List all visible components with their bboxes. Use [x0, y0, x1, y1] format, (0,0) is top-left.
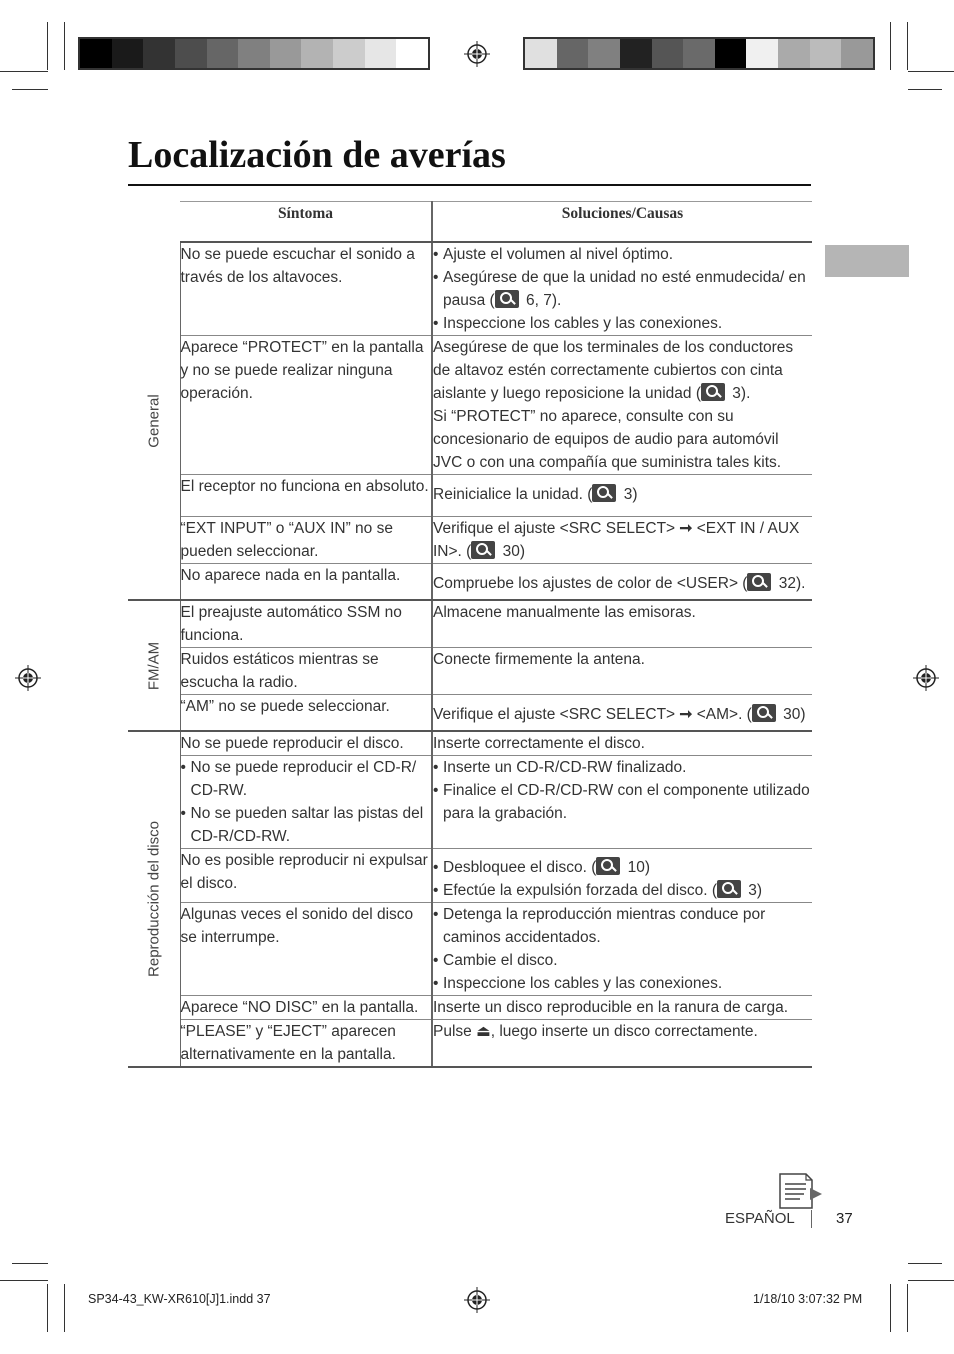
- registration-mark-icon: [15, 665, 41, 691]
- category-label: General: [145, 393, 163, 448]
- registration-mark-icon: [913, 665, 939, 691]
- magnifier-reference-icon: [701, 383, 725, 401]
- symptom-cell: Ruidos estáticos mientras se escucha la radio.: [180, 648, 432, 695]
- note-page-icon: [776, 1172, 824, 1210]
- category-label: FM/AM: [145, 641, 163, 690]
- symptom-cell: El receptor no funciona en absoluto.: [180, 475, 432, 517]
- solution-cell: [432, 756, 812, 849]
- page-title: Localización de averías: [128, 134, 506, 176]
- slug-date: 1/18/10 3:07:32 PM: [753, 1292, 863, 1306]
- list-item: • Inspeccione los cables y las conexiones.: [433, 972, 812, 995]
- symptom-cell: Aparece “PROTECT” en la pantalla y no se puede realizar ninguna operación.: [180, 336, 432, 475]
- solution-cell: [432, 242, 812, 336]
- crop-mark: [890, 1284, 891, 1332]
- table-row: [128, 1020, 812, 1068]
- table-row: [128, 695, 812, 732]
- crop-mark: [64, 1284, 65, 1332]
- solution-cell: [432, 849, 812, 903]
- color-swatch: [80, 39, 112, 68]
- text: Verifique el ajuste <SRC SELECT>: [433, 520, 680, 537]
- color-swatch: [112, 39, 144, 68]
- table-row: [128, 903, 812, 996]
- color-swatch: [778, 39, 810, 68]
- color-bar-left: [78, 37, 430, 70]
- crop-mark: [908, 89, 942, 90]
- text: Pulse: [433, 1023, 477, 1040]
- table-row: [128, 475, 812, 517]
- color-swatch: [652, 39, 684, 68]
- crop-mark: [908, 1280, 954, 1281]
- text: <AM>. (: [692, 706, 752, 723]
- list-item: • Inserte un CD-R/CD-RW finalizado.: [433, 756, 812, 779]
- solution-cell: [432, 475, 812, 517]
- table-row: [128, 336, 812, 475]
- crop-mark: [47, 22, 48, 70]
- arrow-right-icon: ➞: [679, 706, 693, 723]
- slug-filename: SP34-43_KW-XR610[J]1.indd 37: [88, 1292, 271, 1306]
- crop-mark: [0, 71, 48, 72]
- symptom-cell: “AM” no se puede seleccionar.: [180, 695, 432, 732]
- crop-mark: [64, 22, 65, 70]
- header-symptom: Síntoma: [180, 202, 432, 243]
- registration-mark-icon: [464, 41, 490, 67]
- solution-cell: [432, 336, 812, 475]
- solution-cell: [432, 1020, 812, 1068]
- text: 10): [623, 859, 651, 876]
- troubleshooting-table: [128, 201, 812, 1068]
- language-label: ESPAÑOL: [725, 1210, 795, 1227]
- color-swatch: [715, 39, 747, 68]
- eject-icon: ⏏: [476, 1023, 491, 1040]
- list-item: • No se pueden saltar las pistas del CD-R/CD-RW.: [181, 802, 432, 848]
- text: <EXT IN / AUX IN>. (: [433, 520, 800, 560]
- solution-cell: [432, 695, 812, 732]
- registration-mark-icon: [464, 1287, 490, 1313]
- category-label: Reproducción del disco: [145, 821, 163, 977]
- color-swatch: [175, 39, 207, 68]
- list-item: • Detenga la reproducción mientras conduce por caminos accidentados.: [433, 903, 812, 949]
- list-item: [433, 856, 812, 879]
- color-swatch: [620, 39, 652, 68]
- color-swatch: [143, 39, 175, 68]
- symptom-cell: Aparece “NO DISC” en la pantalla.: [180, 996, 432, 1020]
- color-swatch: [588, 39, 620, 68]
- solution-cell: Almacene manualmente las emisoras.: [432, 600, 812, 648]
- solution-cell: Conecte firmemente la antena.: [432, 648, 812, 695]
- magnifier-reference-icon: [596, 857, 620, 875]
- color-swatch: [365, 39, 397, 68]
- symptom-cell: El preajuste automático SSM no funciona.: [180, 600, 432, 648]
- magnifier-reference-icon: [471, 541, 495, 559]
- symptom-cell: No aparece nada en la pantalla.: [180, 564, 432, 601]
- color-swatch: [810, 39, 842, 68]
- crop-mark: [12, 1263, 48, 1264]
- crop-mark: [908, 1263, 942, 1264]
- color-bar-right: [523, 37, 875, 70]
- header-spacer: [128, 202, 180, 243]
- symptom-cell: [180, 756, 432, 849]
- text: Asegúrese de que los terminales de los conductores de altavoz estén correctamente cubiertos con cinta aislante y luego reposicione la unidad (: [433, 339, 794, 402]
- text: 3): [744, 882, 763, 899]
- solution-cell: [432, 564, 812, 601]
- magnifier-reference-icon: [717, 880, 741, 898]
- text: Reinicialice la unidad. (: [433, 486, 593, 503]
- text: 32).: [774, 575, 806, 592]
- category-disc: [128, 731, 180, 1067]
- color-swatch: [396, 39, 428, 68]
- magnifier-reference-icon: [752, 704, 776, 722]
- footer-divider: [811, 1210, 812, 1228]
- symptom-cell: Algunas veces el sonido del disco se interrumpe.: [180, 903, 432, 996]
- symptom-cell: No se puede reproducir el disco.: [180, 731, 432, 756]
- color-swatch: [746, 39, 778, 68]
- magnifier-reference-icon: [747, 573, 771, 591]
- list-item: • Finalice el CD-R/CD-RW con el componente utilizado para la grabación.: [433, 779, 812, 825]
- text: Si “PROTECT” no aparece, consulte con su concesionario de equipos de audio para automóvil JVC o con una compañía que suministra tales kits.: [433, 408, 782, 471]
- table-row: [128, 242, 812, 336]
- list-item: [433, 266, 812, 312]
- crop-mark: [907, 22, 908, 70]
- list-item: • Ajuste el volumen al nivel óptimo.: [433, 243, 812, 266]
- text: 30): [498, 543, 526, 560]
- color-swatch: [207, 39, 239, 68]
- arrow-right-icon: ➞: [679, 520, 693, 537]
- solution-cell: Inserte un disco reproducible en la ranura de carga.: [432, 996, 812, 1020]
- table-row: [128, 731, 812, 756]
- table-row: [128, 517, 812, 564]
- text: 3).: [727, 385, 751, 402]
- text: 6, 7).: [521, 292, 562, 309]
- color-swatch: [525, 39, 557, 68]
- solution-cell: Inserte correctamente el disco.: [432, 731, 812, 756]
- color-swatch: [841, 39, 873, 68]
- symptom-cell: No se puede escuchar el sonido a través de los altavoces.: [180, 242, 432, 336]
- crop-mark: [47, 1284, 48, 1332]
- list-item: • Inspeccione los cables y las conexiones.: [433, 312, 812, 335]
- text: 3): [619, 486, 638, 503]
- text: 30): [778, 706, 806, 723]
- list-item: [433, 879, 812, 902]
- text: Verifique el ajuste <SRC SELECT>: [433, 706, 680, 723]
- crop-mark: [890, 22, 891, 70]
- text: Efectúe la expulsión forzada del disco. (: [443, 882, 717, 899]
- crop-mark: [908, 71, 954, 72]
- magnifier-reference-icon: [592, 484, 616, 502]
- color-swatch: [333, 39, 365, 68]
- text: Desbloquee el disco. (: [443, 859, 597, 876]
- crop-mark: [12, 89, 48, 90]
- color-swatch: [238, 39, 270, 68]
- language-tab: [825, 245, 909, 277]
- magnifier-reference-icon: [495, 290, 519, 308]
- symptom-cell: No es posible reproducir ni expulsar el disco.: [180, 849, 432, 903]
- crop-mark: [0, 1280, 48, 1281]
- list-item: • Cambie el disco.: [433, 949, 812, 972]
- solution-cell: [432, 517, 812, 564]
- title-rule: [128, 184, 811, 186]
- color-swatch: [270, 39, 302, 68]
- category-fmam: [128, 600, 180, 731]
- page-number: 37: [836, 1210, 853, 1227]
- symptom-cell: “EXT INPUT” o “AUX IN” no se pueden seleccionar.: [180, 517, 432, 564]
- table-row: [128, 648, 812, 695]
- category-general: [128, 242, 180, 600]
- crop-mark: [907, 1284, 908, 1332]
- solution-cell: [432, 903, 812, 996]
- color-swatch: [301, 39, 333, 68]
- table-row: [128, 996, 812, 1020]
- table-row: [128, 756, 812, 849]
- color-swatch: [683, 39, 715, 68]
- header-solution: Soluciones/Causas: [432, 202, 812, 243]
- text: Asegúrese de que la unidad no esté enmudecida/ en pausa (: [443, 269, 806, 309]
- table-row: [128, 600, 812, 648]
- text: Compruebe los ajustes de color de <USER> (: [433, 575, 748, 592]
- symptom-cell: “PLEASE” y “EJECT” aparecen alternativamente en la pantalla.: [180, 1020, 432, 1068]
- table-row: [128, 849, 812, 903]
- list-item: • No se puede reproducir el CD-R/ CD-RW.: [181, 756, 432, 802]
- text: , luego inserte un disco correctamente.: [490, 1023, 758, 1040]
- table-row: [128, 564, 812, 601]
- color-swatch: [557, 39, 589, 68]
